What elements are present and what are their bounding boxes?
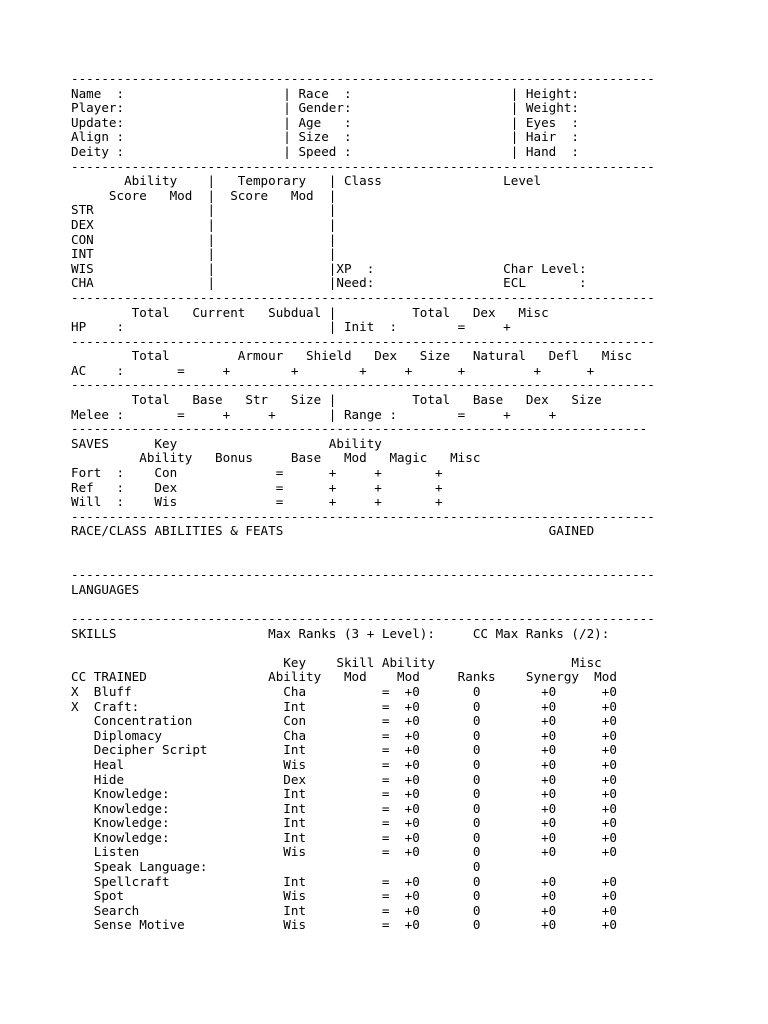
skill-row: Sense Motive Wis = +0 0 +0 +0 — [71, 917, 617, 933]
ability-subheader: Score Mod | Score Mod | — [71, 187, 337, 203]
ac-header: Total Armour Shield Dex Size Natural Defl Misc — [71, 348, 633, 364]
skill-row: Diplomacy Cha = +0 0 +0 +0 — [71, 727, 617, 743]
identity-row-player: Player: | Gender: | Weight: — [71, 100, 579, 116]
skills-header: SKILLS Max Ranks (3 + Level): CC Max Ranks (/2): — [71, 625, 610, 641]
ability-row-dex: DEX | | — [71, 216, 337, 232]
blank-line — [71, 597, 655, 612]
skills-column-header: Key Skill Ability Misc — [71, 654, 602, 670]
skill-row: Knowledge: Int = +0 0 +0 +0 — [71, 829, 617, 845]
save-row-ref: Ref : Dex = + + + — [71, 479, 443, 495]
attack-row: Melee : = + + | Range : = + + — [71, 406, 557, 422]
skill-row: Spellcraft Int = +0 0 +0 +0 — [71, 873, 617, 889]
divider-line: ----------------------------------------------------------------------------- — [71, 71, 655, 86]
skill-row: Speak Language: 0 — [71, 859, 481, 875]
divider-line: ----------------------------------------------------------------------------- — [71, 610, 655, 626]
divider-line: ----------------------------------------------------------------------------- — [71, 567, 655, 583]
skill-row: Concentration Con = +0 0 +0 +0 — [71, 713, 617, 729]
blank-line — [71, 554, 655, 569]
attack-header: Total Base Str Size | Total Base Dex Size — [71, 392, 602, 408]
feats-header: RACE/CLASS ABILITIES & FEATS GAINED — [71, 523, 595, 539]
skill-row: Search Int = +0 0 +0 +0 — [71, 902, 617, 918]
divider-line: ---------------------------------------------------------------------------- — [71, 421, 648, 437]
ability-row-cha: CHA | |Need: ECL : — [71, 275, 587, 291]
blank-line — [71, 539, 655, 554]
blank-line — [71, 641, 655, 656]
divider-line: ----------------------------------------------------------------------------- — [71, 377, 655, 393]
ability-row-int: INT | | — [71, 246, 337, 262]
hp-row: HP : | Init : = + — [71, 319, 511, 335]
identity-row-deity: Deity : | Speed : | Hand : — [71, 143, 579, 159]
skill-row: Knowledge: Int = +0 0 +0 +0 — [71, 786, 617, 802]
saves-subheader: Ability Bonus Base Mod Magic Misc — [71, 450, 481, 466]
skills-column-subheader: CC TRAINED Ability Mod Mod Ranks Synergy Mod — [71, 669, 617, 685]
identity-row-update: Update: | Age : | Eyes : — [71, 114, 579, 130]
skill-row: Hide Dex = +0 0 +0 +0 — [71, 771, 617, 787]
ability-row-wis: WIS | |XP : Char Level: — [71, 260, 587, 276]
identity-row-name: Name : | Race : | Height: — [71, 85, 579, 101]
ability-row-con: CON | | — [71, 231, 337, 247]
languages-header: LANGUAGES — [71, 581, 140, 597]
skill-row: X Bluff Cha = +0 0 +0 +0 — [71, 683, 617, 699]
ac-row: AC : = + + + + + + + — [71, 362, 595, 378]
save-row-fort: Fort : Con = + + + — [71, 465, 443, 481]
skill-row: X Craft: Int = +0 0 +0 +0 — [71, 698, 617, 714]
skill-row: Listen Wis = +0 0 +0 +0 — [71, 844, 617, 860]
hp-header: Total Current Subdual | Total Dex Misc — [71, 304, 549, 320]
ability-header: Ability | Temporary | Class Level — [71, 173, 542, 189]
skill-row: Decipher Script Int = +0 0 +0 +0 — [71, 742, 617, 758]
identity-row-align: Align : | Size : | Hair : — [71, 129, 579, 145]
skill-row: Knowledge: Int = +0 0 +0 +0 — [71, 800, 617, 816]
divider-line: ----------------------------------------------------------------------------- — [71, 508, 655, 524]
saves-header: SAVES Key Ability — [71, 435, 382, 451]
divider-line: ----------------------------------------------------------------------------- — [71, 289, 655, 305]
skill-row: Heal Wis = +0 0 +0 +0 — [71, 756, 617, 772]
divider-line: ----------------------------------------------------------------------------- — [71, 333, 655, 349]
character-sheet — [71, 72, 655, 933]
save-row-will: Will : Wis = + + + — [71, 494, 443, 510]
skill-row: Spot Wis = +0 0 +0 +0 — [71, 888, 617, 904]
skill-row: Knowledge: Int = +0 0 +0 +0 — [71, 815, 617, 831]
ability-row-str: STR | | — [71, 202, 337, 218]
divider-line: ----------------------------------------------------------------------------- — [71, 158, 655, 174]
